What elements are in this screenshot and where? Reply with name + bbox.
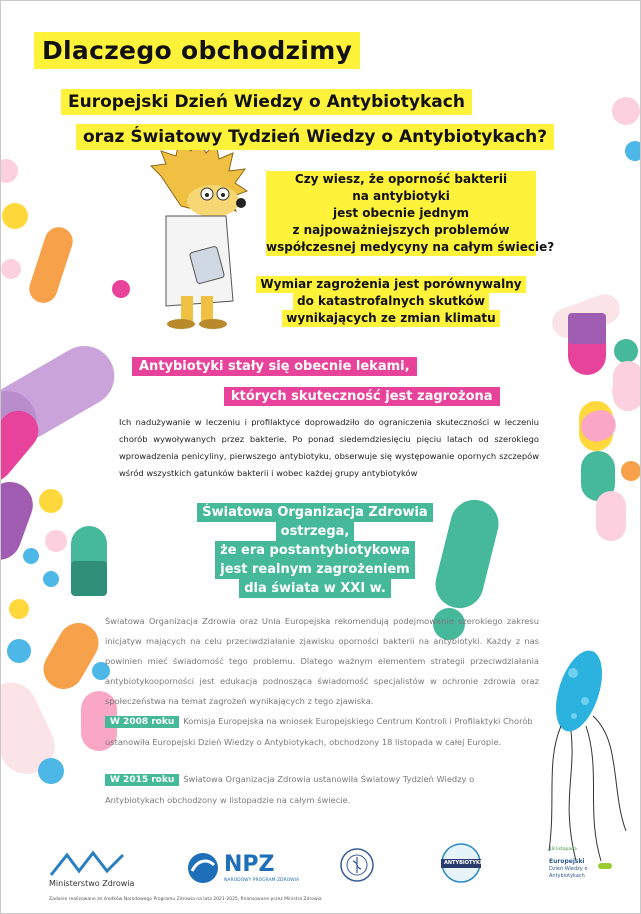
paragraph-who-eu: Światowa Organizacja Zdrowia oraz Unia Europejska rekomendują podejmowanie szerokiego zakresu inicjatyw mających na celu przeciwdziałanie zjawisku oporności bakterii na antybiotyki. Każdy z nas powinien mieć świadomość tego problemu. Dlatego ważnym elementem strategii przeciwdziałania antybiotykooporności jest edukacja podnosząca świadomość specjalistów w ochronie zdrowia oraz społeczeństwa na temat zagrożeń wynikających z tego zjawiska. [105,616,539,706]
question-block [266,171,555,256]
event-2008-text: Komisja Europejska na wniosek Europejskiego Centrum Kontroli i Profilaktyki Chorób ustanowiła Europejski Dzień Wiedzy o Antybiotykach, obchodzony 18 listopada w całej Europie. [105,716,533,747]
eaad-capsule-icon [596,857,614,875]
question-line: Czy wiesz, że oporność bakterii [294,172,508,186]
who-warning-box [185,503,445,598]
ministry-logo-text: Ministerstwo Zdrowia [49,879,135,888]
title-line-3: oraz Światowy Tydzień Wiedzy o Antybiotykach? [76,124,554,150]
event-2015-tag: W 2015 roku [105,774,179,786]
ministry-logo-icon [49,849,129,879]
threat-line: wynikających ze zmian klimatu [282,310,499,327]
eaad-logo-date: 18 listopada [549,847,577,852]
threat-line: do katastrofalnych skutków [293,293,489,310]
who-line: Światowa Organizacja Zdrowia [197,503,432,522]
npz-logo-sub: NARODOWY PROGRAM ZDROWIA [224,878,300,883]
who-line: ostrzega, [276,522,355,541]
footer-funding-note: Zadanie realizowane ze środków Narodowego Programu Zdrowia na lata 2021-2025, finansowane przez Ministra Zdrowia [49,897,322,902]
event-2015-text: Światowa Organizacja Zdrowia ustanowiła Światowy Tydzień Wiedzy o Antybiotykach obchodzony w listopadzie na całym świecie. [105,774,475,805]
institute-seal-icon [339,847,375,883]
hedgehog-mascot [151,138,247,329]
npz-logo-icon [186,851,220,885]
who-line: dla świata w XXI w. [239,579,391,598]
event-2008 [105,711,539,752]
title-line-1: Dlaczego obchodzimy [34,32,360,69]
title-line-2: Europejski Dzień Wiedzy o Antybiotykach [61,89,472,115]
antybiotyki-badge-text: ANTYBIOTYKI [444,860,482,866]
eaad-logo-l1: Europejski [549,858,585,865]
npz-logo-text: NPZ [224,852,275,877]
eaad-logo-l3: Antybiotykach [549,873,585,879]
threat-line: Wymiar zagrożenia jest porównywalny [256,276,525,293]
question-line: z najpoważniejszych problemów [292,223,510,237]
question-line: jest obecnie jednym [332,206,470,220]
who-line: jest realnym zagrożeniem [215,560,414,579]
question-line: na antybiotyki [352,189,450,203]
eaad-logo-l2: Dzień Wiedzy o [549,866,588,872]
event-2008-tag: W 2008 roku [105,716,179,728]
pink-heading-line-1: Antybiotyki stały się obecnie lekami, [132,357,417,376]
bacterium-illustration [547,645,626,861]
who-line: że era postantybiotykowa [215,541,415,560]
event-2015 [105,769,485,810]
question-line: współczesnej medycyny na całym świecie? [266,240,555,254]
paragraph-antibiotic-misuse: Ich nadużywanie w leczeniu i profilaktyce doprowadziło do ograniczenia skuteczności w leczeniu chorób wywoływanych przez bakterie. Po ponad siedemdziesięciu pięciu latach od szerokiego wprowadzenia penicyliny, pierwszego antybiotyku, obserwuje się występowanie opornych szczepów wśród wszystkich gatunków bakterii i wobec każdej grupy antybiotyków [119,417,539,478]
threat-block [256,276,526,327]
pink-heading-line-2: których skuteczność jest zagrożona [224,387,500,406]
